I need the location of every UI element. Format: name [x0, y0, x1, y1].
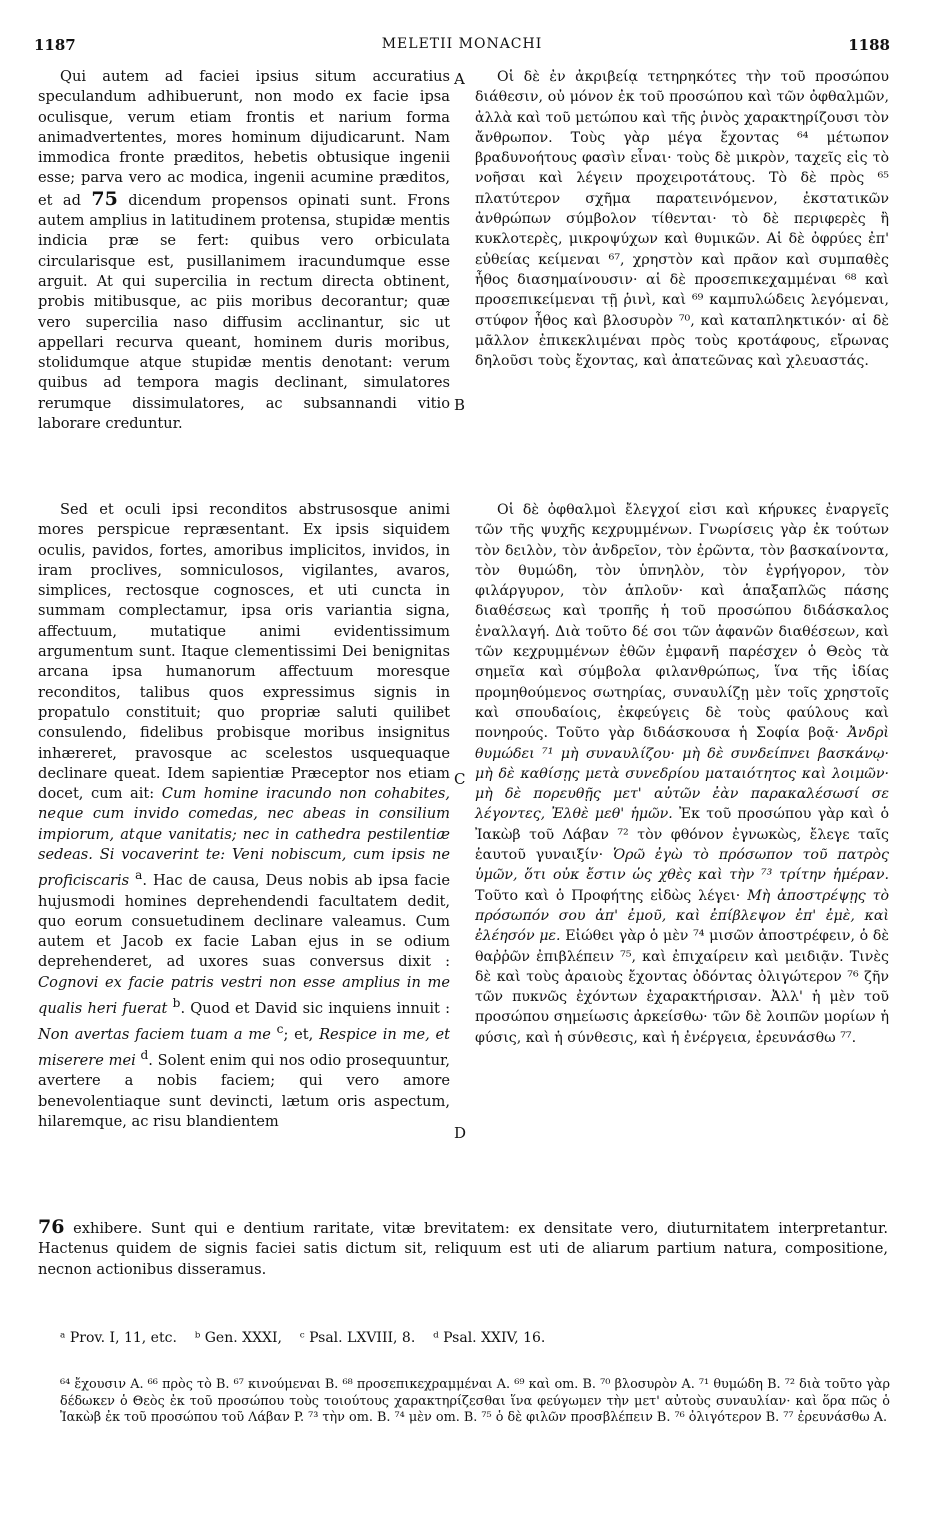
running-title: MELETII MONACHI — [381, 36, 543, 52]
scripture-quote: Respice in me, et miserere mei — [38, 1026, 450, 1070]
greek-paragraph-1 — [475, 67, 889, 371]
footnote-ref: d — [140, 1048, 149, 1063]
latin-text: Qui autem ad faciei ipsius situm accuratius speculandum adhibuerunt, non modo ex facie ipsa oculisque, verum etiam frontis et narium forma animadvertentes, mores hominum dijudicarunt. Nam immodica fronte præditos, hebetis obtusique ingenii esse; parva vero ac modica, ingenii acumine præditos, et ad — [38, 68, 450, 209]
scripture-quote: Cognovi ex facie patris vestri non esse amplius in me qualis heri fuerat — [38, 973, 450, 1017]
scripture-quote: Ἀνδρὶ θυμώδει ⁷¹ μὴ συναυλίζου· μὴ δὲ συνδείπνει βασκάνῳ· μὴ δὲ καθίσῃς μετὰ συνεδρίου ματαιότητος καὶ λοιμῶν· μὴ δὲ πορευθῇς μετ' αὐτῶν ἐὰν παρακαλέσωσί σε λέγοντες, Ἐλθὲ μεθ' ἡμῶν. — [475, 725, 889, 823]
greek-text: Οἱ δὲ ὀφθαλμοὶ ἔλεγχοί εἰσι καὶ κήρυκες ἐναργεῖς τῶν τῆς ψυχῆς κεχρυμμένων. Γνωρίσεις γὰρ ἐκ τούτων τὸν δειλὸν, τὸν ἀνδρεῖον, τὸν ἐρῶντα, τὸν βασκαίνοντα, τὸν θυμώδη, τὸν ὑπνηλὸν, τὸν ἐγρήγορον, τὸν φιλάργυρον, τὸν ἁπλοῦν· καὶ ἁπαξαπλῶς πάσης διαθέσεως καὶ τροπῆς ἡ τοῦ προσώπου διδάσκαλος ἐναλλαγή. Διὰ τοῦτο δέ σοι τῶν ἀφανῶν διαθέσεων, καὶ τῶν κεχρυμμένων ἐθῶν ἐμφανῆ παρέσχεν ὁ Θεὸς τὰ σημεῖα καὶ σύμβολα φιλανθρώπως, ἵνα τῆς ἰδίας προμηθούμενος σωτηρίας, συναυλίζῃ μὲν τοῖς χρηστοῖς καὶ σπουδαίοις, ἐκφεύγεις δὲ τοὺς φαύλους καὶ πονηρούς. Τοῦτο γὰρ διδάσκουσα ἡ Σοφία βοᾷ· — [475, 502, 889, 742]
greek-paragraph-2 — [475, 500, 889, 1048]
greek-text: Εἰώθει γὰρ ὁ μὲν ⁷⁴ μισῶν ἀποστρέφειν, ὁ δὲ θαῤῥῶν ἐπιβλέπειν ⁷⁵, καὶ ἐπιχαίρειν καὶ μειδιᾷν. Τινὲς δὲ καὶ τοὺς ἀραιοὺς ἔχοντας ὀδόντας ὀλιγώτερον ⁷⁶ ζῆν τῶν πυκνῶς ἐχόντων ἐχαρακτήρισαν. Ἀλλ' ἡ μὲν τοῦ προσώπου σημείωσις ἀρκείσθω· τῶν δὲ λοιπῶν μορίων ἡ φύσις, καὶ ἡ σύνθεσις, καὶ ἡ ἐνέργεια, ἐρευνάσθω ⁷⁷. — [475, 928, 889, 1046]
page-number-left: 1187 — [34, 36, 76, 54]
scripture-footnotes: ᵃ Prov. I, 11, etc. ᵇ Gen. XXXI, ᶜ Psal. LXVIII, 8. ᵈ Psal. XXIV, 16. — [60, 1330, 546, 1346]
footnote-ref: b — [172, 995, 181, 1010]
column-number-75: 75 — [91, 187, 118, 210]
latin-paragraph-1 — [38, 67, 450, 434]
latin-text: dicendum propensos opinati sunt. Frons autem amplius in latitudinem protensa, stupidæ mentis indicia præ se fert: quibus vero orbiculata circularisque est, pusillanimem iracundumque esse arguit. At qui supercilia in rectum directa obtinent, probis mitibusque, ac piis moribus decorantur; quæ vero supercilia naso diffusim acclinantur, sic ut appellari recurva queant, hominem duris moribus, stolidumque atque stupidæ mentis denotant: verum quibus ad tempora magis declinant, simulatores rerumque dissimulatores, ac subsannandi vitio laborare creduntur. — [38, 191, 450, 433]
running-header — [34, 36, 890, 58]
latin-text: ; et, — [283, 1026, 314, 1043]
page-number-right: 1188 — [848, 36, 890, 54]
margin-marker-a: A — [454, 70, 465, 88]
greek-text: Οἱ δὲ ἐν ἀκριβείᾳ τετηρηκότες τὴν τοῦ προσώπου διάθεσιν, οὐ μόνον ἐκ τοῦ προσώπου καὶ τῶν ὀφθαλμῶν, ἀλλὰ καὶ τοῦ μετώπου καὶ τῆς ῥινὸς χαρακτηρίζουσι τὸν ἄνθρωπον. Τοὺς γὰρ μέγα ἔχοντας ⁶⁴ μέτωπον βραδυνοήτους φασὶν εἶναι· τοὺς δὲ μικρὸν, ταχεῖς εἰς τὸ νοῆσαι καὶ λέγειν προχειροτάτους. Τὸ δὲ πρὸς ⁶⁵ πλατύτερον σχῆμα παρατεινόμενον, ἐκστατικῶν ἀνθρώπων σύμβολον τίθενται· τὸ δὲ περιφερὲς ἢ κυκλοτερὲς, μικροψύχων καὶ θυμικῶν. Αἱ δὲ ὀφρύες ἐπ' εὐθείας κείμεναι ⁶⁷, χρηστὸν καὶ πρᾶον καὶ συμπαθὲς ἦθος διασημαίνουσιν· αἱ δὲ προσεπικεχαμμέναι ⁶⁸ καὶ προσεπικείμεναι τῇ ῥινὶ, καὶ ⁶⁹ καμπυλώδεις λεγόμεναι, στύφον ἦθος καὶ βλοσυρὸν ⁷⁰, καὶ καταπληκτικόν· αἱ δὲ μᾶλλον ἐπικεκλιμέναι πρὸς τοὺς κροτάφους, εἴρωνας δηλοῦσι τοὺς ἔχοντας, καὶ ἀπατεῶνας καὶ χλευαστάς. — [475, 69, 889, 370]
latin-text: . Quod et David sic inquiens innuit : — [180, 999, 451, 1017]
scripture-quote: Ὁρῶ ἐγὼ τὸ πρόσωπον τοῦ πατρὸς ὑμῶν, ὅτι οὐκ ἔστιν ὡς χθὲς καὶ τὴν ⁷³ τρίτην ἡμέραν. — [475, 847, 889, 884]
scripture-quote: Cum homine iracundo non cohabites, neque cum invido comedas, nec abeas in consilium impiorum, atque vanitatis; nec in cathedra pestilentiæ sedeas. Si vocaverint te: Veni nobiscum, cum ipsis ne proficiscaris — [38, 785, 450, 890]
footnote-ref: a — [135, 868, 143, 883]
greek-text: Τοῦτο καὶ ὁ Προφήτης εἰδὼς λέγει· — [475, 887, 741, 904]
margin-marker-b: B — [454, 396, 466, 414]
scripture-quote: Μὴ ἀποστρέψῃς τὸ πρόσωπόν σου ἀπ' ἐμοῦ, καὶ ἐπίβλεψον ἐπ' ἐμὲ, καὶ ἐλέησόν με. — [475, 887, 889, 945]
margin-marker-d: D — [454, 1124, 467, 1142]
footnote-ref: c — [276, 1022, 284, 1037]
column-number-76: 76 — [38, 1216, 65, 1238]
latin-paragraph-2 — [38, 500, 450, 1132]
greek-text: Ἐκ τοῦ προσώπου γὰρ καὶ ὁ Ἰακὼβ τοῦ Λάβαν ⁷² τὸν φθόνον ἐγνωκὼς, ἔλεγε ταῖς ἑαυτοῦ γυναιξίν· — [475, 806, 889, 864]
latin-text: Sed et oculi ipsi reconditos abstrusosque animi mores perspicue repræsentant. Ex ipsis siquidem oculis, pavidos, fortes, amoribus implicitos, invidos, in iram proclives, somniculosos, vigilantes, avaros, simplices, rectosque cognosces, et uti cuncta in summam complectamur, ipsa oris variantia signa, affectuum, mutatique animi evidentissimum argumentum sunt. Itaque clementissimi Dei benignitas arcana ipsa humanorum affectuum moresque reconditos, talibus quos expressimus signis in propatulo constituit; quo propriæ saluti quilibet consulendo, fidelibus probisque moribus insignitus inhæreret, pravosque ac scelestos usquequaque declinare queat. Idem sapientiæ Præceptor nos etiam docet, cum ait: — [38, 501, 450, 803]
latin-text: exhibere. Sunt qui e dentium raritate, vitæ brevitatem: ex densitate vero, diuturnitatem interpretantur. Hactenus quidem de signis faciei satis dictum sit, reliquum est uti de aliarum partium natura, compositione, necnon actionibus disseramus. — [38, 1220, 889, 1278]
scripture-quote: Non avertas faciem tuam a me — [38, 1026, 271, 1043]
margin-marker-c: C — [454, 770, 466, 788]
latin-text: . Solent enim qui nos odio prosequuntur, avertere a nobis faciem; qui vero amore benevolentiaque sunt devincti, lætum oris aspectum, hilaremque, ac risu blandientem — [38, 1052, 451, 1131]
latin-text: . Hac de causa, Deus nobis ab ipsa facie hujusmodi homines deprehendendi facultatem dedit, quo eorum consuetudinem declinare valeamus. Cum autem et Jacob ex facie Laban ejus in se odium deprehenderet, ad uxores suas conversus dixit : — [38, 872, 450, 971]
latin-closing-lines — [38, 1217, 888, 1280]
variant-readings-footnotes: ⁶⁴ ἔχουσιν A. ⁶⁶ πρὸς τὸ B. ⁶⁷ κινούμεναι B. ⁶⁸ προσεπικεχραμμέναι A. ⁶⁹ καὶ om. B. ⁷⁰ βλοσυρὸν A. ⁷¹ θυμώδη B. ⁷² διὰ τοῦτο γὰρ δέδωκεν ὁ Θεὸς ἐκ τοῦ προσώπου τοὺς τοιούτους χαρακτηρίζεσθαι ἵνα φεύγωμεν τὴν μετ' αὐτοὺς συναυλίαν· καὶ ὅρα πῶς ὁ Ἰακὼβ ἐκ τοῦ προσώπου τοῦ Λάβαν P. ⁷³ τὴν om. B. ⁷⁴ μὲν om. B. ⁷⁵ ὁ δὲ φιλῶν προσβλέπειν B. ⁷⁶ ὀλιγότερον B. ⁷⁷ ἐρευνάσθω A. — [60, 1377, 890, 1425]
